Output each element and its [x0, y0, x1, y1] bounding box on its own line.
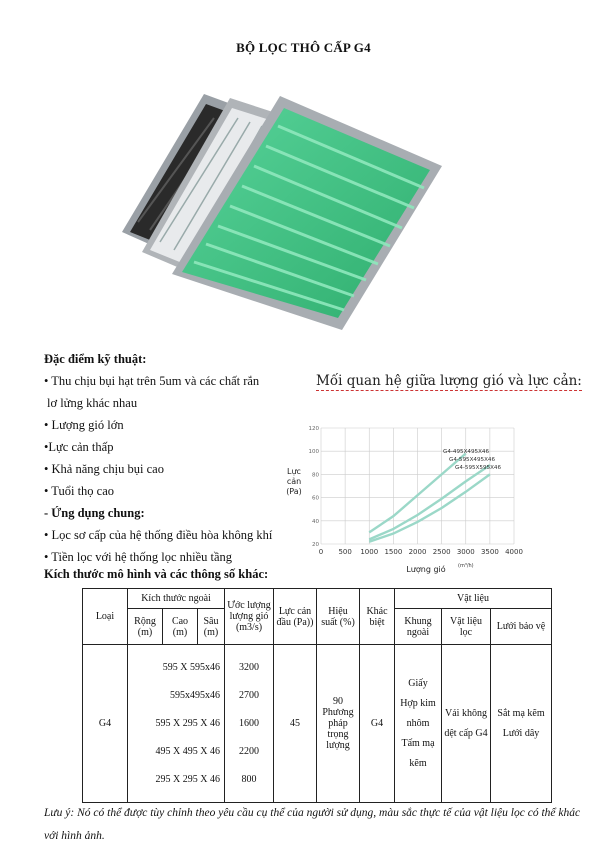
col-depth-header: Sâu (m)	[198, 609, 225, 645]
x-axis-unit: (m³/h)	[458, 563, 474, 569]
feature-item: • Thu chịu bụi hạt trên 5um và các chất rắn	[44, 374, 260, 388]
table-row	[83, 645, 552, 803]
col-efficiency-header: Hiệu suất (%)	[317, 589, 360, 645]
applications-heading: - Ứng dụng chung:	[44, 506, 145, 520]
x-axis-label: Lượng gió	[406, 565, 446, 574]
y-tick-label: 80	[312, 472, 319, 479]
frame-line: Hợp kim	[400, 697, 436, 709]
series-line	[369, 465, 490, 539]
x-tick-label: 500	[338, 548, 352, 556]
x-tick-label: 2500	[432, 548, 451, 556]
col-resistance-header: Lực cản đầu (Pa))	[274, 589, 317, 645]
size-value: 595x495x46	[170, 689, 220, 701]
spec-table	[82, 588, 552, 803]
application-item: • Tiền lọc với hệ thống lọc nhiều tầng	[44, 550, 233, 564]
airflow-value: 800	[241, 773, 257, 785]
mesh-line: Lưới dây	[502, 727, 540, 739]
col-mesh-header: Lưới bảo vệ	[491, 609, 552, 645]
y-axis-label: Lực	[287, 467, 301, 476]
features-heading: Đặc điểm kỹ thuật:	[44, 352, 147, 366]
x-tick-label: 3000	[456, 548, 475, 556]
y-axis-label: (Pa)	[286, 487, 302, 496]
feature-item: • Lượng gió lớn	[44, 418, 124, 432]
col-height-header: Cao (m)	[163, 609, 198, 645]
application-item: • Lọc sơ cấp của hệ thống điều hòa không khí	[44, 528, 273, 542]
frame-line: kẽm	[409, 757, 427, 769]
feature-item: lơ lửng khác nhau	[47, 396, 138, 410]
efficiency-line: lượng	[326, 740, 350, 751]
series-label: G4-495X495X46	[443, 449, 490, 455]
size-value: 595 X 295 X 46	[155, 717, 220, 729]
efficiency-line: Phương	[322, 707, 354, 718]
type-cell: G4	[83, 645, 128, 803]
col-type-header: Loại	[83, 589, 128, 645]
efficiency-line: pháp	[328, 718, 348, 729]
col-frame-header: Khung ngoài	[395, 609, 442, 645]
y-tick-label: 120	[308, 426, 319, 432]
col-material-header: Vật liệu	[395, 589, 552, 609]
series-label: G4-595X495X46	[449, 457, 496, 463]
other-cell: G4	[360, 645, 395, 803]
y-tick-label: 100	[308, 449, 319, 456]
frame-line: nhôm	[406, 717, 430, 729]
x-tick-label: 3500	[480, 548, 499, 556]
y-tick-label: 20	[312, 542, 319, 548]
frame-line: Giấy	[408, 677, 428, 689]
size-value: 495 X 495 X 46	[155, 745, 220, 757]
col-width-header: Rộng (m)	[128, 609, 163, 645]
col-other-header: Khác biệt	[360, 589, 395, 645]
resistance-cell: 45	[274, 645, 317, 803]
x-tick-label: 2000	[408, 548, 427, 556]
series-label: G4-595X595X46	[455, 465, 502, 471]
airflow-resistance-chart	[276, 420, 536, 580]
efficiency-line: 90	[333, 696, 343, 707]
frame-line: Tấm mạ	[401, 737, 435, 749]
x-tick-label: 0	[318, 548, 324, 556]
feature-item: • Tuổi thọ cao	[44, 484, 115, 498]
airflow-cell	[225, 645, 274, 803]
filter-cell	[442, 645, 491, 803]
specs-section	[44, 348, 294, 568]
y-tick-label: 40	[312, 518, 319, 525]
size-value: 595 X 595x46	[162, 661, 220, 673]
filter-line: dệt cấp G4	[444, 727, 488, 739]
page-title: BỘ LỌC THÔ CẤP G4	[236, 40, 371, 55]
feature-item: •Lực cản thấp	[44, 440, 114, 454]
size-value: 295 X 295 X 46	[155, 773, 220, 785]
filter-line: Vải không	[445, 707, 487, 719]
x-tick-label: 4000	[505, 548, 523, 556]
frame-cell	[395, 645, 442, 803]
mesh-cell	[491, 645, 552, 803]
airflow-value: 2200	[239, 745, 259, 757]
col-airflow-header: Ước lượng lượng gió (m3/s)	[225, 589, 274, 645]
airflow-value: 2700	[239, 689, 259, 701]
mesh-line: Sắt mạ kẽm	[497, 707, 545, 719]
note-text: Lưu ý: Nó có thể được tùy chỉnh theo yêu cầu cụ thể của người sử dụng, màu sắc thực tế của vật liệu lọc có thể khác với hình ảnh.	[44, 807, 581, 842]
sizes-cell	[128, 645, 225, 803]
y-axis-label: cản	[286, 477, 302, 486]
chart-title: Mối quan hệ giữa lượng gió và lực cản:	[316, 373, 582, 389]
efficiency-line: trọng	[327, 729, 349, 740]
col-outer-size-header: Kích thước ngoài	[128, 589, 225, 609]
dimensions-heading: Kích thước mô hình và các thông số khác:	[44, 567, 269, 581]
efficiency-cell	[317, 645, 360, 803]
y-tick-label: 60	[312, 495, 319, 502]
x-tick-label: 1000	[360, 548, 379, 556]
col-filter-header: Vật liệu lọc	[442, 609, 491, 645]
filter-product-image	[112, 82, 472, 330]
airflow-value: 3200	[239, 661, 259, 673]
x-tick-label: 1500	[384, 548, 403, 556]
feature-item: • Khả năng chịu bụi cao	[44, 462, 164, 476]
airflow-value: 1600	[239, 717, 259, 729]
